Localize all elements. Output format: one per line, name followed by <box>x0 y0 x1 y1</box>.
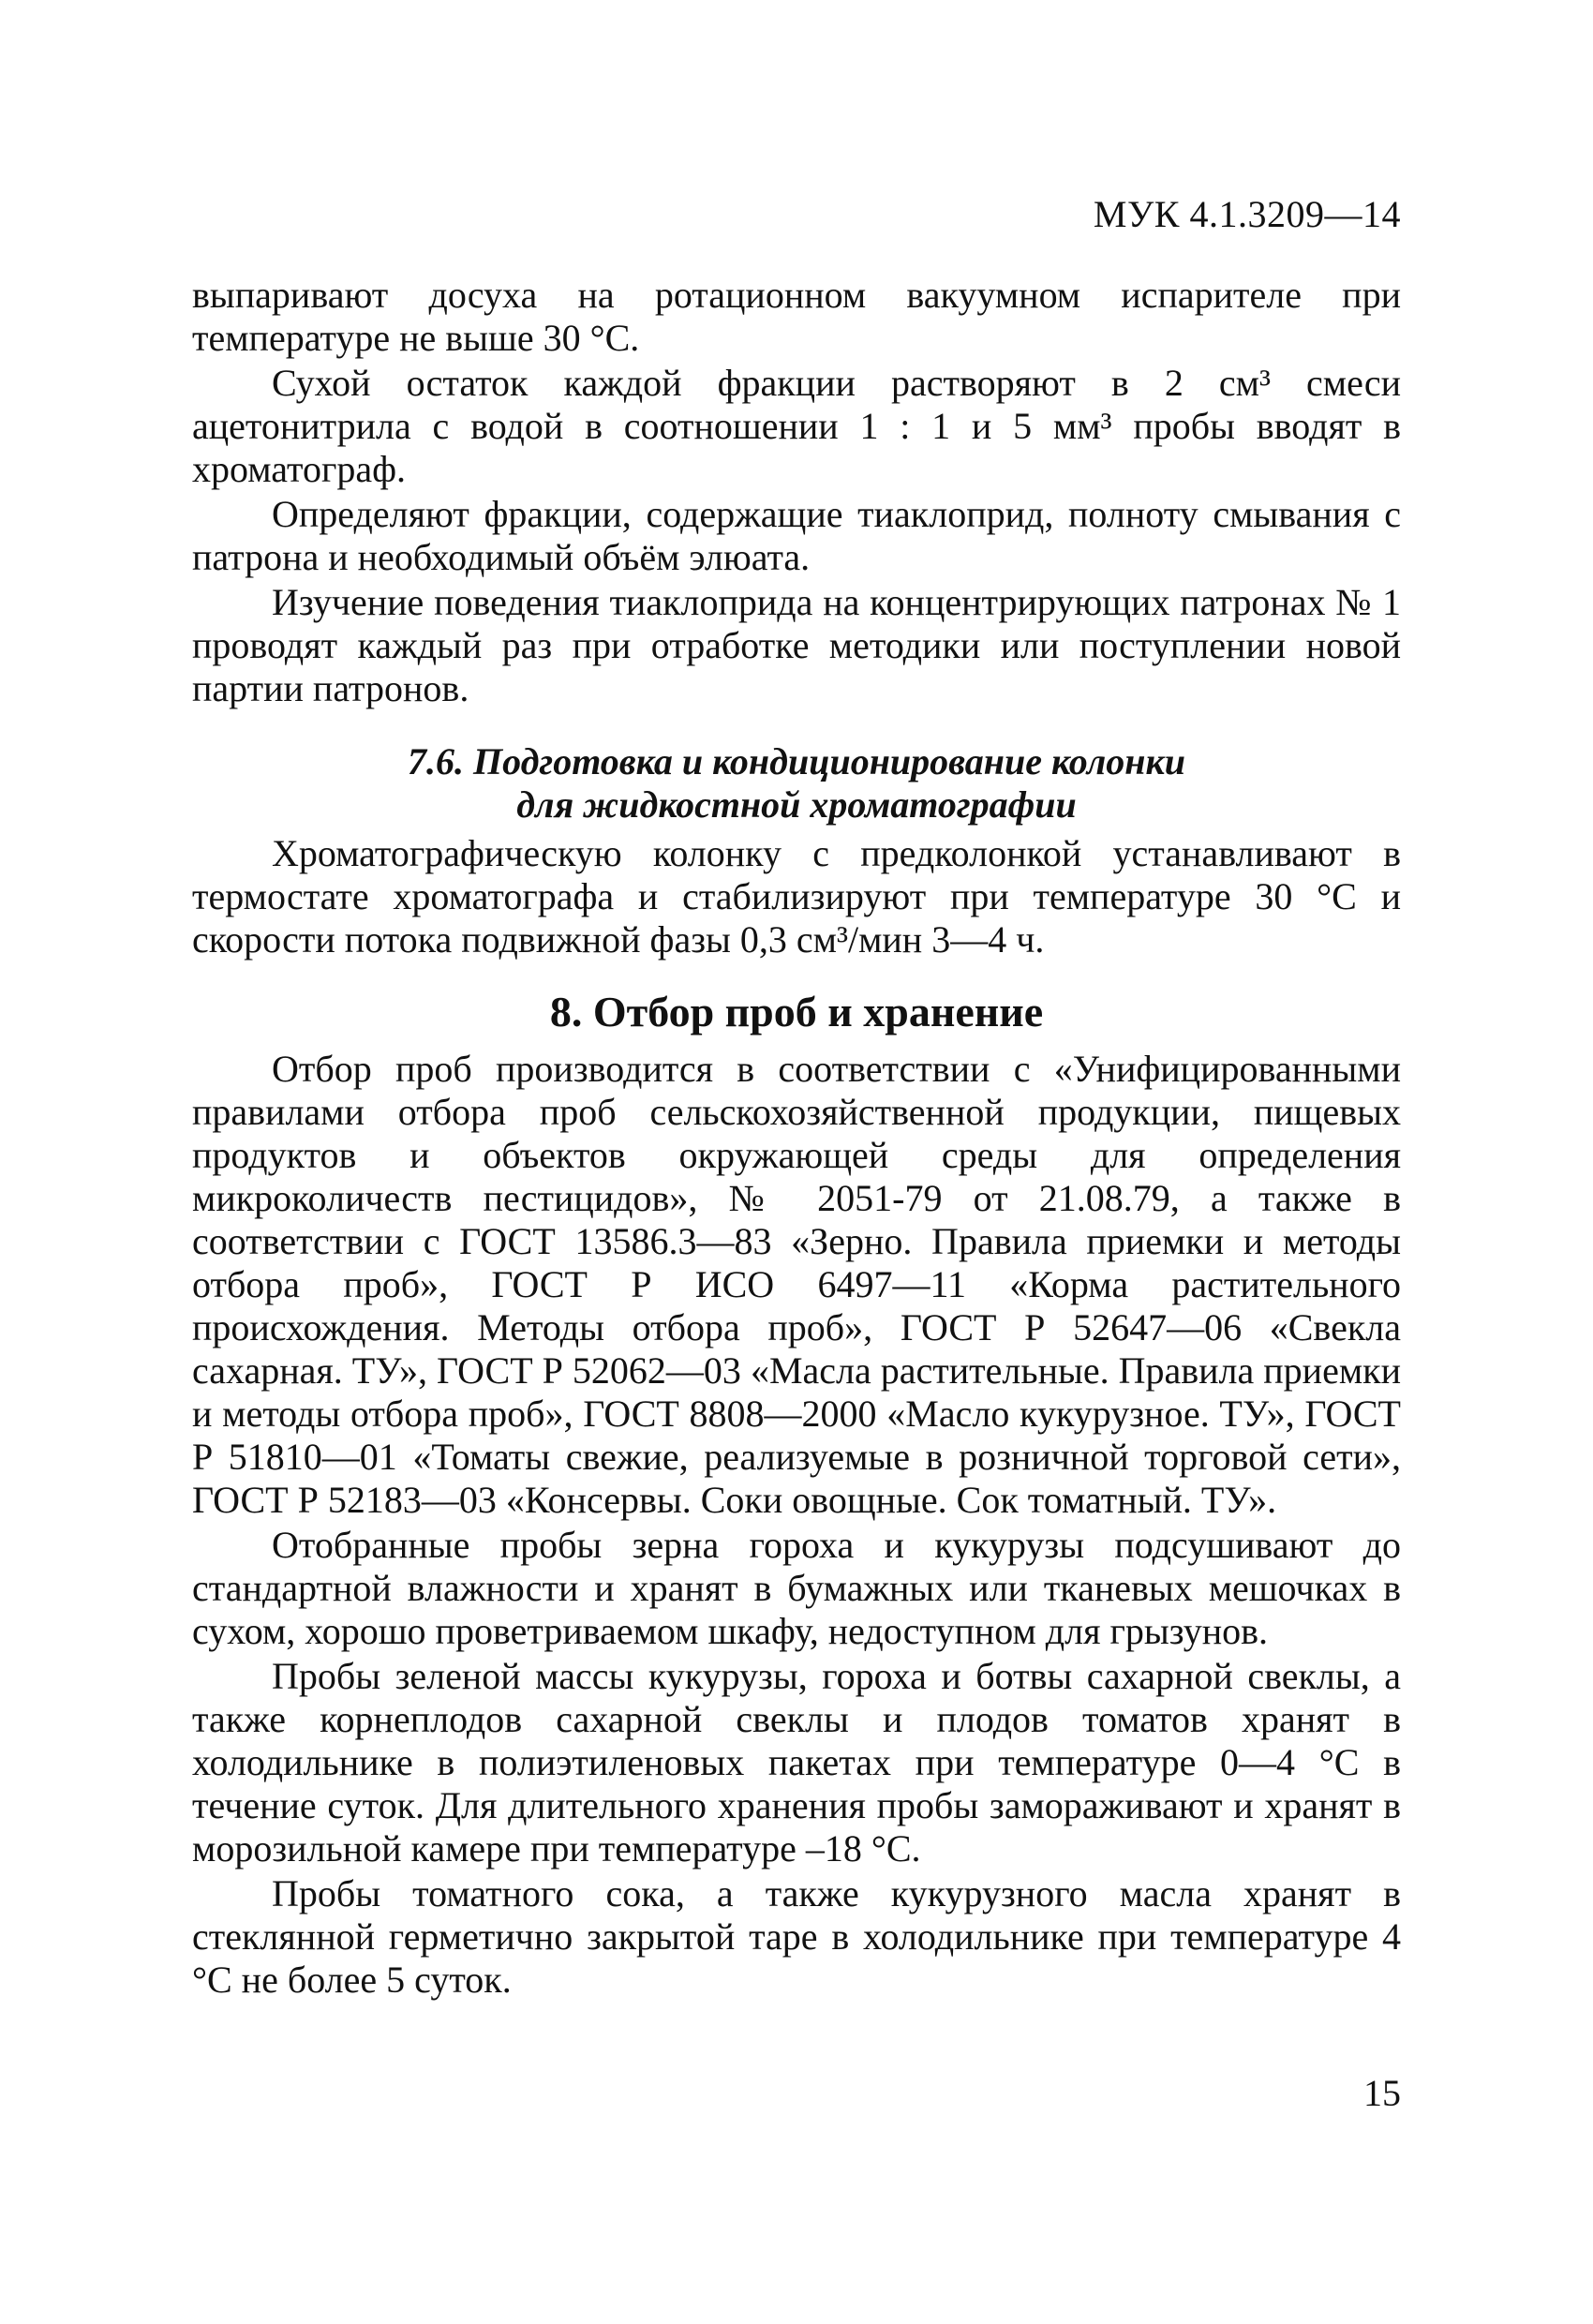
paragraph-juice-oil-storage: Пробы томатного сока, а также кукурузного масла хранят в стеклянной герметично закрытой таре в холодильнике при температуре 4 °С не более 5 суток. <box>192 1872 1401 2001</box>
paragraph-sampling-standards: Отбор проб производится в соответствии с «Унифицированными правилами отбора проб сельскохозяйственной продукции, пищевых продуктов и объектов окружающей среды для определения микроколичеств пестицидов», № 2051-79 от 21.08.79, а также в соответствии с ГОСТ 13586.3—83 «Зерно. Правила приемки и методы отбора проб», ГОСТ Р ИСО 6497—11 «Корма растительного происхождения. Методы отбора проб», ГОСТ Р 52647—06 «Свекла сахарная. ТУ», ГОСТ Р 52062—03 «Масла растительные. Правила приемки и методы отбора проб», ГОСТ 8808—2000 «Масло кукурузное. ТУ», ГОСТ Р 51810—01 «Томаты свежие, реализуемые в розничной торговой сети», ГОСТ Р 52183—03 «Консервы. Соки овощные. Сок томатный. ТУ». <box>192 1048 1401 1521</box>
page-number: 15 <box>1363 2072 1401 2114</box>
page-content <box>192 274 1401 2004</box>
paragraph-grain-storage: Отобранные пробы зерна гороха и кукурузы подсушивают до стандартной влажности и хранят в бумажных или тканевых мешочках в сухом, хорошо проветриваемом шкафу, недоступном для грызунов. <box>192 1524 1401 1652</box>
paragraph-dry-residue: Сухой остаток каждой фракции растворяют в 2 см³ смеси ацетонитрила с водой в соотношении 1 : 1 и 5 мм³ пробы вводят в хроматограф. <box>192 362 1401 490</box>
running-header: МУК 4.1.3209—14 <box>1093 193 1401 235</box>
subsection-heading <box>192 740 1401 827</box>
subsection-heading-line-1: 7.6. Подготовка и кондиционирование колонки <box>408 740 1185 782</box>
paragraph-fractions: Определяют фракции, содержащие тиаклоприд, полноту смывания с патрона и необходимый объём элюата. <box>192 493 1401 578</box>
paragraph-continuation: выпаривают досуха на ротационном вакуумном испарителе при температуре не выше 30 °С. <box>192 274 1401 359</box>
paragraph-green-mass-storage: Пробы зеленой массы кукурузы, гороха и ботвы сахарной свеклы, а также корнеплодов сахарной свеклы и плодов томатов хранят в холодильнике в полиэтиленовых пакетах при температуре 0—4 °С в течение суток. Для длительного хранения пробы замораживают и хранят в морозильной камере при температуре –18 °С. <box>192 1655 1401 1870</box>
subsection-heading-line-2: для жидкостной хроматографии <box>516 783 1077 826</box>
paragraph-cartridge-study: Изучение поведения тиаклоприда на концентрирующих патронах № 1 проводят каждый раз при отработке методики или поступлении новой партии патронов. <box>192 581 1401 709</box>
section-heading: 8. Отбор проб и хранение <box>549 988 1044 1035</box>
paragraph-column-conditioning: Хроматографическую колонку с предколонкой устанавливают в термостате хроматографа и стабилизируют при температуре 30 °С и скорости потока подвижной фазы 0,3 см³/мин 3—4 ч. <box>192 832 1401 961</box>
